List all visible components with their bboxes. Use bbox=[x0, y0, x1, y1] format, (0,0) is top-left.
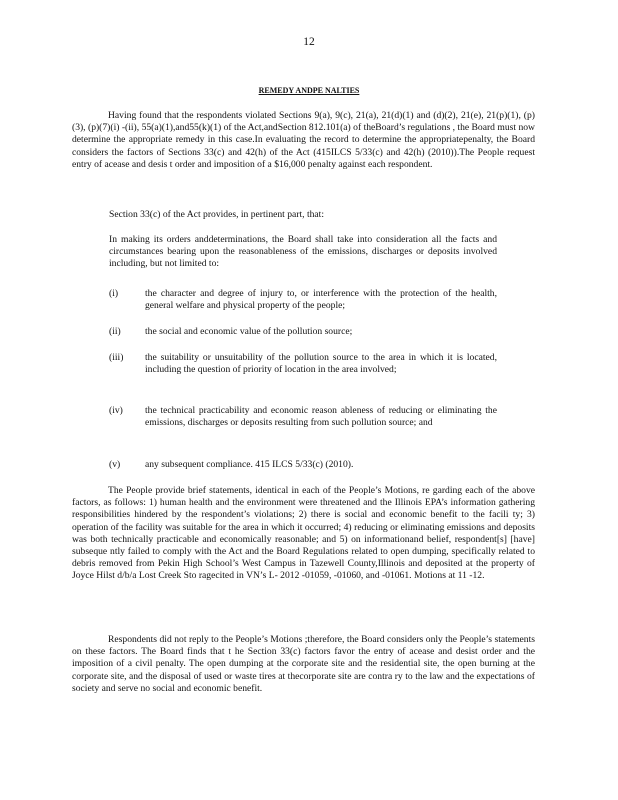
paragraph-findings: Having found that the respondents violated Sections 9(a), 9(c), 21(a), 21(d)(1) and (d)(2), 21(e), 21(p)(1), (p)(3), (p)(7)(i) -(ii), 55(a)(1),and55(k)(1) of the Act,andSection 812.101(a) of theBoard’s regulations , the Board must now determine the appropriate remedy in this case.In evaluating the record to determine the appropriatepenalty, the Board considers the factors of Sections 33(c) and 42(h) of the Act (415ILCS 5/33(c) and 42(h) (2010)).The People request entry of acease and desis t order and imposition of a $16,000 penalty against each respondent. bbox=[72, 110, 535, 170]
list-item-text: the suitability or unsuitability of the pollution source to the area in which it is located, including the question of priority of location in the area involved; bbox=[145, 352, 497, 376]
page-number: 12 bbox=[303, 36, 315, 48]
list-item-number: (i) bbox=[109, 288, 119, 299]
block-quote: In making its orders anddeterminations, the Board shall take into consideration all the facts and circumstances bearing upon the reasonableness of the emissions, discharges or deposits involved including, but not limited to: bbox=[109, 234, 497, 270]
list-item-number: (iv) bbox=[109, 405, 123, 416]
list-item-number: (ii) bbox=[109, 326, 121, 337]
list-item-number: (v) bbox=[109, 459, 121, 470]
list-item-text: the social and economic value of the pollution source; bbox=[145, 326, 353, 337]
section-heading-text: REMEDY ANDPE NALTIES bbox=[258, 86, 360, 95]
list-item-text: the character and degree of injury to, or interference with the protection of the health, general welfare and physical property of the people; bbox=[145, 288, 497, 312]
list-item-text: any subsequent compliance. 415 ILCS 5/33(c) (2010). bbox=[145, 459, 354, 470]
list-item-text: the technical practicability and economic reason ableness of reducing or eliminating the emissions, discharges or deposits resulting from such pollution source; and bbox=[145, 405, 497, 429]
paragraph-board-finding: Respondents did not reply to the People’s Motions ;therefore, the Board considers only the People’s statements on these factors. The Board finds that t he Section 33(c) factors favor the entry of acease and desist order and the imposition of a civil penalty. The open dumping at the corporate site and the residential site, the open burning at the corporate site, and the disposal of used or waste tires at thecorporate site are contra ry to the law and the expectations of society and serve no social and economic benefit. bbox=[72, 634, 535, 694]
paragraph-people-statements: The People provide brief statements, identical in each of the People’s Motions, re garding each of the above factors, as follows: 1) human health and the environment were threatened and the Illinois EPA’s information gathering responsibilities hindered by the respondent’s violations; 2) there is social and economic benefit to the facili ty; 3) operation of the facility was suitable for the area in which it occurred; 4) reducing or eliminating emissions and deposits was both technically practicable and economically reasonable; and 5) on informationand belief, respondent[s] [have] subseque ntly failed to comply with the Act and the Board Regulations related to open dumping, specifically related to debris removed from Pekin High School’s West Campus in Tazewell County,Illinois and deposited at the property of Joyce Hilst d/b/a Lost Creek Sto ragecited in VN’s L- 2012 -01059, -01060, and -01061. Motions at 11 -12. bbox=[72, 485, 535, 582]
section-heading bbox=[0, 86, 618, 95]
list-item-number: (iii) bbox=[109, 352, 124, 363]
paragraph-section-intro: Section 33(c) of the Act provides, in pertinent part, that: bbox=[109, 209, 325, 220]
